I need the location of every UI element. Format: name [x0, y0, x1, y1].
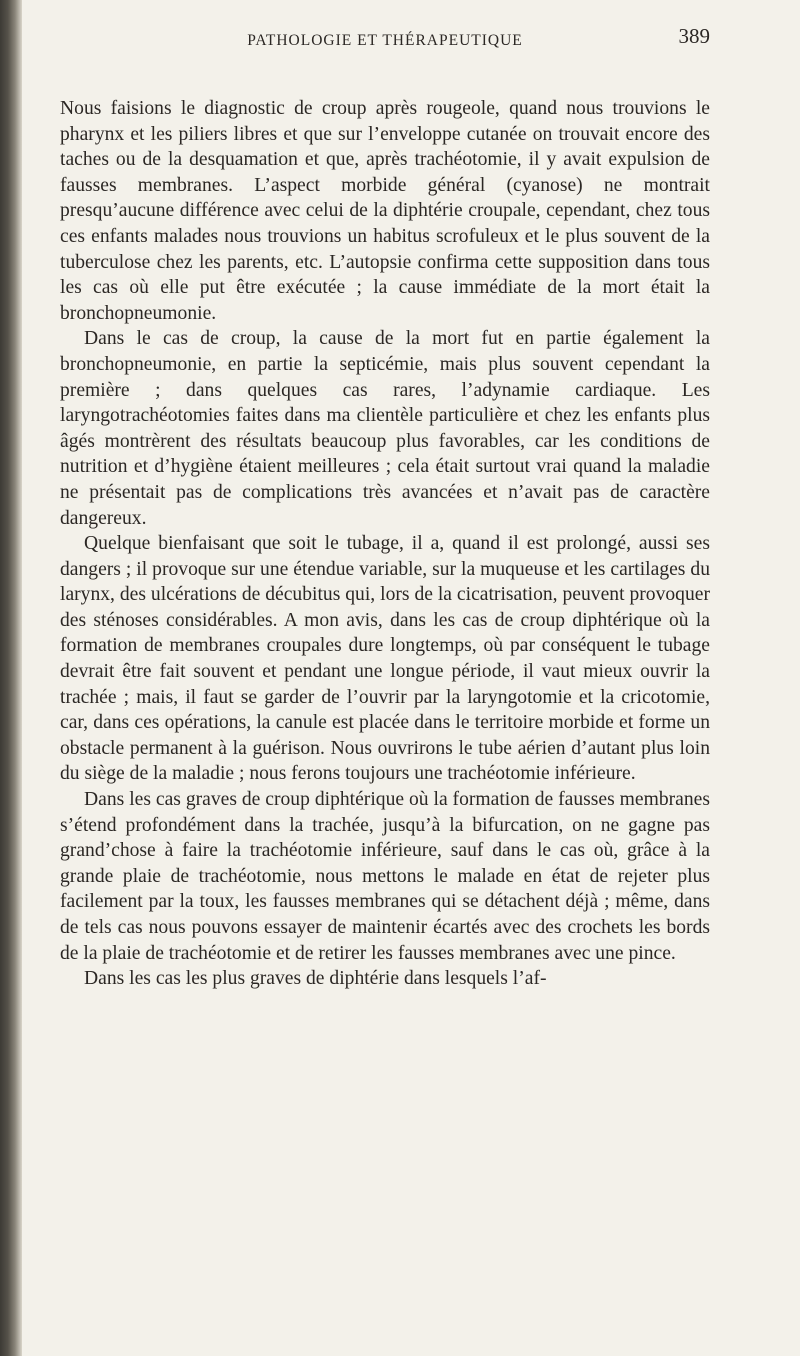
paragraph-3: Quelque bienfaisant que soit le tubage, il a, quand il est prolongé, aussi ses dangers ; il provoque sur une étendue variable, sur la muqueuse et les cartilages du larynx, des ulcérations de décubitus qui, lors de la cicatrisation, peuvent provoquer des sténoses considérables. A mon avis, dans les cas de croup diphtérique où la formation de membranes croupales dure longtemps, où par conséquent le tubage devrait être fait souvent et pendant une longue période, il vaut mieux ouvrir la trachée ; mais, il faut se garder de l’ouvrir par la laryngotomie et la cricotomie, car, dans ces opérations, la canule est placée dans le territoire morbide et forme un obstacle permanent à la guérison. Nous ouvrirons le tube aérien d’autant plus loin du siège de la maladie ; nous ferons toujours une trachéotomie inférieure. [60, 533, 710, 785]
paragraph-5: Dans les cas les plus graves de diphtérie dans lesquels l’af- [84, 968, 547, 990]
body-text [60, 96, 710, 992]
running-title: PATHOLOGIE ET THÉRAPEUTIQUE [247, 32, 523, 49]
book-page [60, 22, 710, 992]
paragraph-2: Dans le cas de croup, la cause de la mort fut en partie également la bronchopneumonie, en partie la septicémie, mais plus souvent cependant la première ; dans quelques cas rares, l’adynamie cardiaque. Les laryngotrachéotomies faites dans ma clientèle particulière et chez les enfants plus âgés montrèrent des résultats beaucoup plus favorables, car les conditions de nutrition et d’hygiène étaient meilleures ; cela était surtout vrai quand la maladie ne présentait pas de complications très avancées et n’avait pas de caractère dangereux. [60, 328, 710, 529]
paragraph-4: Dans les cas graves de croup diphtérique où la formation de fausses membranes s’étend profondément dans la trachée, jusqu’à la bifurcation, on ne gagne pas grand’chose à faire la trachéotomie inférieure, sauf dans le cas où, grâce à la grande plaie de trachéotomie, nous mettons le malade en état de rejeter plus facilement par la toux, les fausses membranes qui se détachent déjà ; même, dans de tels cas nous pouvons essayer de maintenir écartés avec des crochets les bords de la plaie de trachéotomie et de retirer les fausses membranes avec une pince. [60, 789, 710, 964]
running-head [60, 22, 710, 56]
paragraph-1: Nous faisions le diagnostic de croup après rougeole, quand nous trouvions le pharynx et les piliers libres et que sur l’enveloppe cutanée on trouvait encore des taches ou de la desquamation et que, après trachéotomie, il y avait expulsion de fausses membranes. L’aspect morbide général (cyanose) ne montrait presqu’aucune différence avec celui de la diphtérie croupale, cependant, chez tous ces enfants malades nous trouvions un habitus scrofuleux et le plus souvent de la tuberculose chez les parents, etc. L’autopsie confirma cette supposition dans tous les cas où elle put être exécutée ; la cause immédiate de la mort était la bronchopneumonie. [60, 98, 710, 324]
book-spine-shadow [0, 0, 22, 1356]
page-number: 389 [678, 24, 710, 48]
